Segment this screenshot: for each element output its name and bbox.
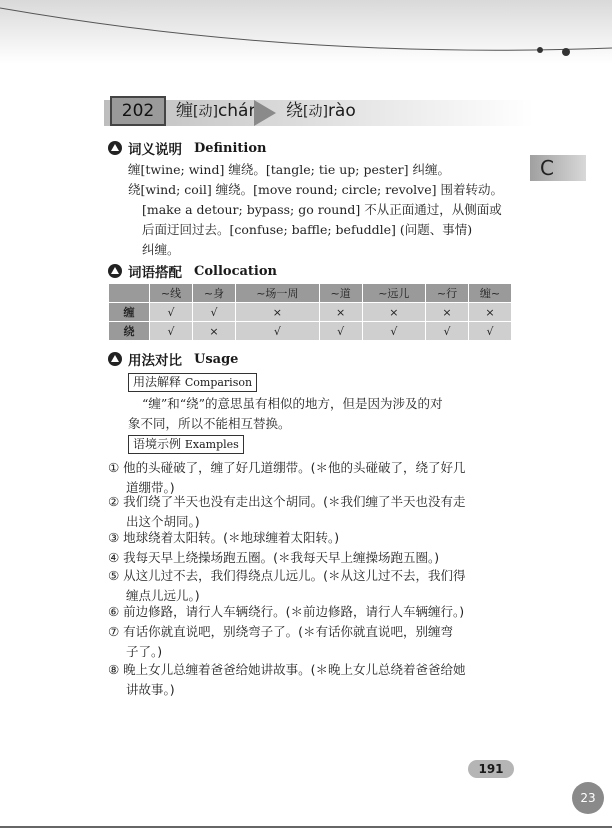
top-decor-curve	[0, 0, 612, 70]
example-line: ③ 地球绕着太阳转。(＊地球缠着太阳转。)	[108, 530, 340, 545]
header-cell: ~行	[426, 284, 469, 303]
definition-heading	[108, 138, 266, 158]
usage-heading	[108, 349, 238, 369]
table-cell: √	[468, 322, 511, 341]
word1	[176, 96, 259, 121]
definition-line4: 后面迂回过去。[confuse; baffle; befuddle] (问题、事情)	[142, 222, 473, 237]
definition-line5: 纠缠。	[142, 242, 180, 257]
bottom-rule	[0, 826, 612, 828]
example-line: ② 我们绕了半天也没有走出这个胡同。(＊我们缠了半天也没有走	[108, 494, 466, 509]
header-cell: ~身	[192, 284, 235, 303]
word1-pinyin: chán	[217, 101, 260, 121]
comparison-line2: 象不同，所以不能相互替换。	[128, 416, 291, 431]
table-cell: ×	[468, 303, 511, 322]
row-header: 绕	[109, 322, 150, 341]
section-marker-icon	[108, 264, 122, 278]
collocation-heading	[108, 261, 277, 281]
comparison-label-zh: 用法解释	[133, 375, 182, 389]
example-line: ⑥ 前边修路，请行人车辆绕行。(＊前边修路，请行人车辆缠行。)	[108, 604, 465, 619]
page-number: 191	[468, 760, 514, 778]
table-cell: √	[192, 303, 235, 322]
header-cell	[109, 284, 150, 303]
example-line: 缠点儿远儿。)	[126, 588, 200, 603]
table-cell: ×	[362, 303, 425, 322]
entry-number: 202	[110, 96, 166, 126]
corner-badge: 23	[572, 782, 604, 814]
collocation-en: Collocation	[194, 263, 277, 279]
table-cell: √	[362, 322, 425, 341]
table-row	[109, 322, 512, 341]
usage-zh: 用法对比	[128, 353, 182, 369]
header-cell: ~道	[319, 284, 362, 303]
section-marker-icon	[108, 141, 122, 155]
entry-header	[104, 94, 534, 126]
example-line: ⑧ 晚上女儿总缠着爸爸给她讲故事。(＊晚上女儿总绕着爸爸给她	[108, 662, 466, 677]
word2-pinyin: rào	[327, 101, 356, 121]
example-line: ⑦ 有话你就直说吧，别绕弯子了。(＊有话你就直说吧，别缠弯	[108, 624, 454, 639]
collocation-table	[108, 283, 512, 341]
table-header-row	[109, 284, 512, 303]
header-cell: ~场一周	[235, 284, 319, 303]
table-cell: ×	[426, 303, 469, 322]
section-marker-icon	[108, 352, 122, 366]
definition-line3: [make a detour; bypass; go round] 不从正面通过，从侧面或	[142, 202, 502, 217]
table-row	[109, 303, 512, 322]
examples-label-en: Examples	[184, 438, 239, 451]
collocation-zh: 词语搭配	[128, 265, 182, 281]
arrow-icon	[254, 100, 276, 126]
header-cell: ~线	[150, 284, 193, 303]
examples-label-zh: 语境示例	[133, 437, 182, 451]
comparison-label	[128, 373, 257, 392]
table-cell: √	[426, 322, 469, 341]
header-cell: 缠~	[468, 284, 511, 303]
example-line: ④ 我每天早上绕操场跑五圈。(＊我每天早上缠操场跑五圈。)	[108, 550, 440, 565]
example-line: 道绷带。)	[126, 480, 175, 495]
definition-zh: 词义说明	[128, 142, 182, 158]
row-header: 缠	[109, 303, 150, 322]
definition-line1: 缠[twine; wind] 缠绕。[tangle; tie up; pester] 纠缠。	[128, 162, 451, 177]
table-cell: ×	[235, 303, 319, 322]
example-line: 讲故事。)	[126, 682, 175, 697]
table-cell: √	[150, 303, 193, 322]
table-cell: √	[319, 322, 362, 341]
example-line: ⑤ 从这儿过不去，我们得绕点儿远儿。(＊从这儿过不去，我们得	[108, 568, 466, 583]
word1-char: 缠	[176, 101, 193, 121]
example-line: 子了。)	[126, 644, 163, 659]
table-cell: √	[150, 322, 193, 341]
word2-char: 绕	[286, 101, 303, 121]
example-line: ① 他的头碰破了，缠了好几道绷带。(＊他的头碰破了，绕了好几	[108, 460, 466, 475]
table-cell: ×	[319, 303, 362, 322]
side-tab-letter: C	[530, 155, 586, 181]
usage-en: Usage	[194, 351, 239, 367]
examples-label	[128, 435, 244, 454]
definition-en: Definition	[194, 140, 267, 156]
word2-pos: [动]	[303, 104, 328, 120]
table-cell: √	[235, 322, 319, 341]
comparison-line1: “缠”和“绕”的意思虽有相似的地方，但是因为涉及的对	[142, 396, 443, 411]
header-cell: ~远儿	[362, 284, 425, 303]
definition-line2: 绕[wind; coil] 缠绕。[move round; circle; revolve] 围着转动。	[128, 182, 503, 197]
word2	[286, 96, 356, 121]
comparison-label-en: Comparison	[184, 376, 253, 389]
table-cell: ×	[192, 322, 235, 341]
example-line: 出这个胡同。)	[126, 514, 200, 529]
word1-pos: [动]	[193, 104, 218, 120]
